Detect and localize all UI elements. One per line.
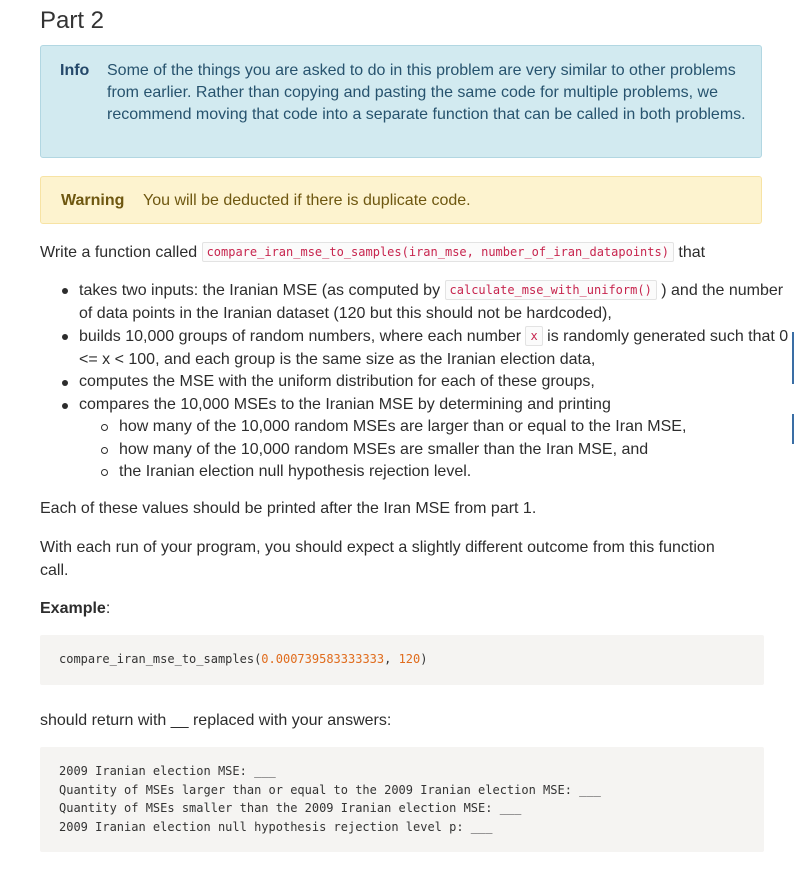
scroll-indicator[interactable]	[792, 414, 794, 444]
example-arg-separator: ,	[384, 652, 399, 666]
warning-label: Warning	[61, 192, 125, 209]
example-colon: :	[105, 600, 111, 617]
bullet-4-text: compares the 10,000 MSEs to the Iranian MSE by determining and printing	[79, 395, 611, 413]
scroll-indicator[interactable]	[792, 332, 794, 384]
intro-paragraph	[40, 241, 705, 264]
bullet-2-text-before: builds 10,000 groups of random numbers, where each number	[79, 328, 526, 345]
example-function-name: compare_iran_mse_to_samples(	[59, 652, 262, 666]
bullet-2-text-after: is randomly generated such that 0 <= x < 100, and each group is the same size as the Iranian election data,	[79, 328, 789, 368]
example-code-line	[59, 650, 745, 669]
list-item	[79, 394, 789, 484]
example-close-paren: )	[420, 652, 428, 666]
page-title: Part 2	[40, 7, 105, 34]
comparison-sublist	[79, 416, 789, 484]
example-arg-mse: 0.000739583333333	[261, 652, 385, 666]
x-variable-code: x	[525, 326, 542, 346]
calculate-mse-code: calculate_mse_with_uniform()	[445, 280, 657, 300]
list-item: computes the MSE with the uniform distribution for each of these groups,	[79, 371, 789, 394]
expected-output-block	[40, 747, 764, 852]
requirements-list	[62, 279, 789, 484]
output-line: Quantity of MSEs smaller than the 2009 Iranian election MSE: ___	[59, 801, 522, 815]
function-signature-code: compare_iran_mse_to_samples(iran_mse, number_of_iran_datapoints)	[202, 242, 674, 262]
info-callout	[40, 45, 762, 158]
list-item	[79, 279, 789, 325]
print-paragraph: Each of these values should be printed after the Iran MSE from part 1.	[40, 500, 537, 517]
output-line: 2009 Iranian election MSE: ___	[59, 764, 276, 778]
example-code-block	[40, 635, 764, 685]
example-heading	[40, 597, 110, 620]
list-item: how many of the 10,000 random MSEs are larger than or equal to the Iran MSE,	[119, 416, 789, 439]
output-line: Quantity of MSEs larger than or equal to the 2009 Iranian election MSE: ___	[59, 782, 601, 797]
example-arg-count: 120	[398, 652, 421, 666]
list-item: how many of the 10,000 random MSEs are smaller than the Iran MSE, and	[119, 439, 789, 462]
intro-text-after: that	[673, 244, 706, 261]
example-label: Example	[40, 600, 106, 617]
bullet-1-text-before: takes two inputs: the Iranian MSE (as computed by	[79, 282, 445, 299]
outcome-paragraph: With each run of your program, you should expect a slightly different outcome from this function call.	[40, 539, 715, 579]
warning-text: You will be deducted if there is duplicate code.	[143, 192, 471, 209]
output-line: 2009 Iranian election null hypothesis rejection level p: ___	[59, 819, 493, 834]
warning-callout	[40, 176, 762, 224]
info-text: Some of the things you are asked to do in this problem are very similar to other problems from earlier. Rather than copying and pasting the same code for multiple problems, we recommend moving that code into a separate function that can be called in both problems.	[107, 62, 746, 123]
info-label: Info	[60, 62, 90, 79]
list-item: the Iranian election null hypothesis rejection level.	[119, 461, 789, 484]
list-item	[79, 325, 789, 371]
bullet-1-text-after: ) and the number of data points in the Iranian dataset (120 but this should not be hardcoded),	[79, 282, 784, 322]
return-paragraph: should return with __ replaced with your answers:	[40, 712, 392, 729]
intro-text-before: Write a function called	[40, 244, 202, 261]
